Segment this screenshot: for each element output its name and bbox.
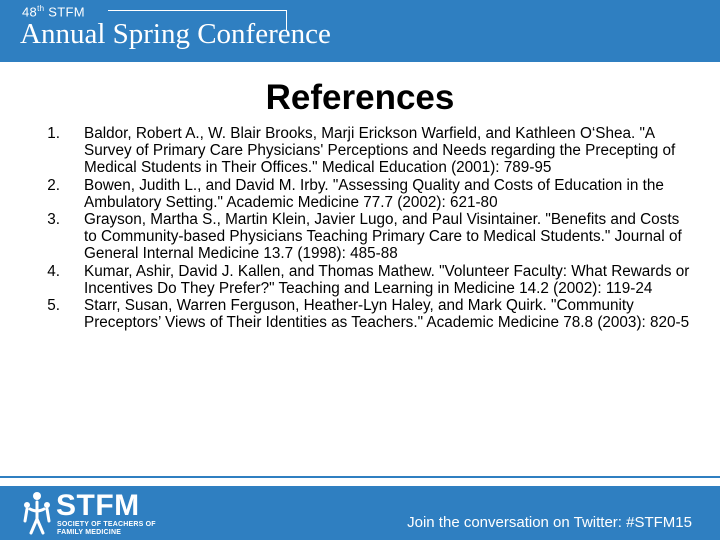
- logo-subtitle-line1: SOCIETY OF TEACHERS OF: [57, 521, 156, 528]
- stfm-figures-icon: [22, 491, 52, 535]
- reference-number: 2.: [47, 176, 60, 194]
- reference-number: 5.: [47, 297, 60, 315]
- logo-wordmark: STFM: [56, 489, 140, 522]
- conference-header-banner: [0, 0, 720, 62]
- edition-number: 48: [22, 4, 38, 20]
- twitter-callout: Join the conversation on Twitter: #STFM15: [407, 514, 692, 531]
- stfm-logo: [22, 489, 162, 537]
- reference-text: Baldor, Robert A., W. Blair Brooks, Marji Erickson Warfield, and Kathleen O‘Shea. "A Survey of Primary Care Physicians' Perceptions and Needs regarding the Precepting of Medical Students in Their Offices." Medical Education (2001): 789-95: [84, 125, 676, 177]
- reference-list: [30, 125, 690, 331]
- edition-org: STFM: [48, 4, 85, 20]
- reference-item: [30, 263, 690, 297]
- reference-item: [30, 297, 690, 331]
- reference-text: Starr, Susan, Warren Ferguson, Heather-Lyn Haley, and Mark Quirk. "Community Preceptors’ Views of Their Identities as Teachers." Academic Medicine 78.8 (2003): 820-5: [84, 297, 690, 332]
- logo-subtitle: [57, 521, 156, 537]
- reference-text: Grayson, Martha S., Martin Klein, Javier Lugo, and Paul Visintainer. "Benefits and Costs to Community-based Physicians Teaching Primary Care to Medical Students." Journal of General Internal Medicine 13.7 (1998): 485-88: [84, 211, 682, 263]
- reference-text: Kumar, Ashir, David J. Kallen, and Thomas Mathew. "Volunteer Faculty: What Rewards or Incentives Do They Prefer?" Teaching and Learning in Medicine 14.2 (2002): 119-24: [84, 262, 690, 297]
- reference-number: 1.: [47, 125, 60, 142]
- logo-subtitle-line2: FAMILY MEDICINE: [57, 529, 122, 536]
- slide-title-text: References: [265, 78, 455, 117]
- reference-item: [30, 125, 690, 177]
- reference-item: [30, 177, 690, 211]
- conference-title: Annual Spring Conference: [20, 18, 331, 50]
- footer-divider: [0, 476, 720, 478]
- slide-title: [0, 78, 720, 118]
- reference-item: [30, 211, 690, 263]
- reference-number: 3.: [47, 211, 60, 229]
- reference-text: Bowen, Judith L., and David M. Irby. "Assessing Quality and Costs of Education in the Ambulatory Setting." Academic Medicine 77.7 (2002): 621-80: [84, 176, 664, 211]
- reference-number: 4.: [47, 262, 60, 280]
- edition-suffix: th: [37, 4, 45, 13]
